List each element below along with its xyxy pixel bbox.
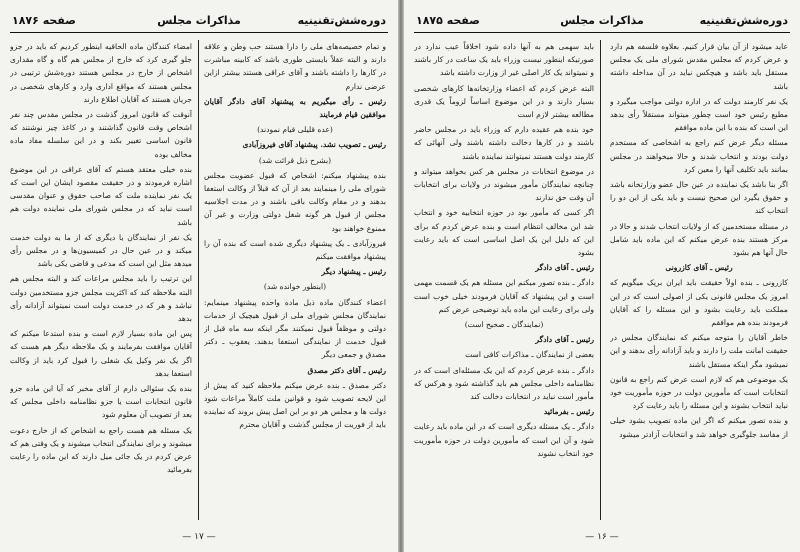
paragraph: خود بنده هم عقیده دارم که وزراء باید در مجلس حاضر باشند و در کارها دخالت داشته باشند ولی آنهائی که کارمند دولت هستند نمیتوانند نماینده باشند (414, 125, 594, 161)
column-divider (600, 40, 601, 520)
right-page-footer-number: — ۱۶ — (585, 532, 619, 542)
parenthetical-note: (نمایندگان ـ صحیح است) (464, 320, 544, 330)
paragraph: خاطر آقایان را متوجه میکنم که نمایندگان مجلس در حقیقت امانت ملت را دارند و باید آزادانه رأی بدهند و این نمیشود مگر اینکه مستقل باشند (610, 333, 788, 369)
paragraph: آنوقت که قانون امروز گذشت در مجلس مقدس چند نفر اشخاص وقت قانون گذاشتند و در کاغذ چیز نوشتند که قانون اساسی تغییر بکند و در این سلسله مفاد ماده مخالف بوده (10, 110, 192, 159)
paragraph: یک موضوعی هم که لازم است عرض کنم راجع به قانون انتخابات است که مأمورین دولت در حوزه مأموریت خود نباید انتخاب بشوند و این مسئله را باید رعایت کرد (610, 374, 788, 411)
paragraph: البته عرض کردم که اعضاء وزارتخانه‌ها کارهای شخصی بسیار دارند و در این موضوع اساساً لزوماً یک قدری مطالعه بیشتر لازم است (414, 83, 594, 120)
paragraph: یک نفر از نمایندگان یا دیگری که از ما به دولت خدمت میکند و در عین حال در کمیسیون‌ها و در مجلس رأی میدهد مثل این است که مدعی و قاضی یکی باشد (10, 232, 192, 269)
parenthetical-note: (عده قلیلی قیام نمودند) (257, 125, 333, 135)
left-page-footer-number: — ۱۷ — (182, 532, 216, 542)
paragraph: و تمام خصیصه‌های ملی را دارا هستند حب وطن و علاقه دارند و البته عقلاً بایستی طوری باشد که کابینه مباشرت در کارها را داشته باشند و آقای عراقی هستند بیشتر ازاین عرضی ندارم (204, 42, 386, 91)
paragraph: این ترتیب را باید مجلس مراعات کند و البته مجلس هم البته ملاحظه کند که اکثریت مجلس جزو مستخدمین دولت نباشد و هر که در خدمت دولت است نمیتواند آزادانه رأی بدهد (10, 274, 192, 324)
left-header-title: مذاکرات مجلس (157, 14, 241, 27)
paragraph: در موضوع انتخابات در مجلس هر کس بخواهد میتواند و چنانچه نمایندگان مأمور میشوند در ولایات برای انتخابات آن وقت حق ندارند (414, 166, 594, 203)
right-page (404, 0, 800, 552)
speaker-line: رئیس ـ آقای دادگر (535, 335, 594, 345)
right-header-page-number: صفحه ۱۸۷۵ (416, 14, 480, 27)
left-page-header (10, 8, 388, 33)
right-page-header (414, 8, 790, 33)
paragraph: دادگر ـ بنده عرض کردم که این یک مسئله‌ای است که در نظامنامه داخلی مجلس هم باید گذاشته شود و هرکس که مأمور است نباید در انتخابات دخالت کند (414, 365, 594, 402)
paragraph: امضاء کنندگان ماده الحاقیه اینطور کردیم که باید در جزو جلو گیری کرد که خارج از مجلس هم گاه و گاه مقداری اشخاص از خارج در مجلس هستند دوره‌شش ترتیبی در مجلس هستند که مواقع اداری وارد و کارهای شخصی در جریان هستند که آقایان اطلاع دارند (10, 42, 192, 104)
paragraph: دکتر مصدق ـ بنده عرض میکنم ملاحظه کنید که پیش از این لایحه تصویب شود و قوانین ملت کاملاً مراعات شود دولت ها و مجلس هر دو بر این اصل پیش بروند که نماینده باید از فوریت از مجلس گذشت و آقایان محترم (204, 380, 386, 430)
column-divider (198, 40, 199, 520)
left-header-page-number: صفحه ۱۸۷۶ (12, 14, 76, 27)
paragraph: بنده پیشنهاد میکنم: اشخاص که قبول عضویت مجلس شورای ملی را مینمایند بعد از آن که قبلاً از وکالت استعفا بدهند و در مقام وکالت باقی باشند و در مدت اجلاسیه مجلس از قبول هر گونه شغل دولتی وزارت و غیر آن ممنوع خواهند بود (204, 170, 386, 233)
paragraph: یک نفر کارمند دولت که در اداره دولتی مواجب میگیرد و مطیع رئیس خود است چطور میتواند مستقلاً رأی بدهد این است که بنده با این ماده موافقم (610, 96, 788, 133)
paragraph: بنده یک سئوالی دارم از آقای مخبر که آیا این ماده جزو قانون انتخابات است یا جزو نظامنامه داخلی مجلس که بعد از تصویب آن معلوم شود (10, 384, 192, 420)
paragraph: اگر بنا باشد یک نماینده در عین حال عضو وزارتخانه باشد و حقوق بگیرد این صحیح نیست و باید یکی از این دو را انتخاب کند (610, 180, 788, 216)
paragraph: دادگر ـ بنده تصور میکنم این مسئله هم یک قسمت مهمی است و این پیشنهاد که آقایان فرمودند خیلی خوب است ولی برای رعایت این ماده باید توضیحی عرض کنم (414, 278, 594, 314)
right-page-column-right (610, 40, 788, 520)
right-header-session: دوره‌شش‌تقنینیه (699, 14, 788, 27)
paragraph: و بنده تصور میکنم که اگر این ماده تصویب بشود خیلی از مفاسد جلوگیری خواهد شد و انتخابات آزادتر میشود (610, 416, 788, 439)
parenthetical-note: (اینطور خوانده شد) (263, 282, 327, 292)
right-header-title: مذاکرات مجلس (560, 14, 644, 27)
speaker-line: رئیس ـ آقای دادگر (535, 263, 594, 273)
parenthetical-note: (بشرح ذیل قرائت شد) (258, 155, 332, 165)
paragraph: عاید میشود از آن بیان قرار کنیم. بعلاوه فلسفه هم دارد و عرض کردم که مجلس مقدس شورای ملی یک مجلس مستقل باید باشد و هیچکس نباید در آن مداخله داشته باشد (610, 42, 788, 91)
paragraph: بعضی از نمایندگان ـ مذاکرات کافی است (465, 350, 594, 360)
paragraph: یک مسئله هم هست راجع به اشخاص که از خارج دعوت میشوند و برای نمایندگی انتخاب میشوند و یک وقتی هم که عرض کردم در یک جائی میل دارند که این ماده را رعایت بفرمائید (10, 425, 192, 475)
speaker-line: رئیس ـ بفرمائید (543, 407, 594, 417)
paragraph: دادگر ـ یک مسئله دیگری است که در این ماده باید رعایت شود و آن این است که مأمورین دولت در حوزه مأموریت خود انتخاب نشوند (414, 422, 594, 458)
paragraph: پس این ماده بسیار لازم است و بنده استدعا میکنم که آقایان موافقت بفرمایند و یک ملاحظه دیگر هم هست که اگر یک نفر وکیل یک شغلی را قبول کرد باید از وکالت استعفا بدهد (10, 329, 192, 378)
speaker-line: رئیس ـ تصویب نشد. پیشنهاد آقای فیروزآبادی (242, 140, 386, 150)
paragraph: اگر کسی که مأمور بود در حوزه انتخابیه خود و انتخاب شد این مخالف انتظام است و بنده عرض کردم که برای این که دلیل این یک اصل اساسی است که باید رعایت بشود (414, 208, 594, 258)
paragraph: اعضاء کنندگان ماده ذیل ماده واحده پیشنهاد مینمایم: نمایندگان مجلس شورای ملی از قبول هیچیک از خدمات دولتی و موظفاً قبول نمیکنند مگر اینکه سه ماه قبل از قبول خدمت از نمایندگی استعفا بدهند. یعقوب ـ دکتر مصدق و جمعی دیگر (204, 297, 386, 360)
speaker-line: رئیس ـ پیشنهاد دیگر (321, 267, 386, 277)
paragraph: در مسئله مستخدمین که از ولایات انتخاب شدند و حالا در مرکز هستند بنده عرض میکنم که این ماده باید شامل حال آنها هم بشود (610, 221, 788, 258)
paragraph: کازرونی ـ بنده اولاً حقیقت باید ایران بریک میگویم که امروز یک مجلس قانونی یکی از اصولی است که در این مملکت باید رعایت بشود و این مسئله را که آقایان فرمودند بنده هم موافقم (610, 278, 788, 328)
paragraph: باید سهمی هم به آنها داده شود اخلاقاً عیب ندارد در صورتیکه اینطور نیست وزراء باید یک ساعت در کار باشند و نمیتواند یک کار اصلی غیر از وزارت داشته باشد (414, 42, 594, 78)
speaker-line: رئیس ـ رأی میگیریم به پیشنهاد آقای دادگر آقایان موافقین قیام فرمایند (204, 96, 386, 120)
speaker-line: رئیس ـ آقای دکتر مصدق (307, 365, 386, 375)
right-page-column-left (414, 40, 594, 520)
paragraph: مسئله دیگر عرض کنم راجع به اشخاصی که مستخدم دولت بودند و انتخاب شدند و حالا میخواهند در مجلس بمانند باید تکلیف آنها را معین کرد (610, 138, 788, 174)
left-page (0, 0, 398, 552)
speaker-heading: رئیس ـ آقای کازرونی (665, 263, 733, 273)
left-page-column-right (204, 40, 386, 520)
left-header-session: دوره‌شش‌تقنینیه (297, 14, 386, 27)
paragraph: فیروزآبادی ـ یک پیشنهاد دیگری شده است که بنده آن را پیشنهاد موافقت میکنم (204, 238, 386, 262)
left-page-column-left (10, 40, 192, 520)
paragraph: بنده خیلی معتقد هستم که آقای عراقی در این موضوع اشاره فرمودند و در حقیقت مقصود ایشان این است که یک نفر نماینده ملت که صاحب حقوق و عنوان مقدسی است نباید که در مجلس شورای ملی نماینده دولت هم باشد (10, 164, 192, 227)
